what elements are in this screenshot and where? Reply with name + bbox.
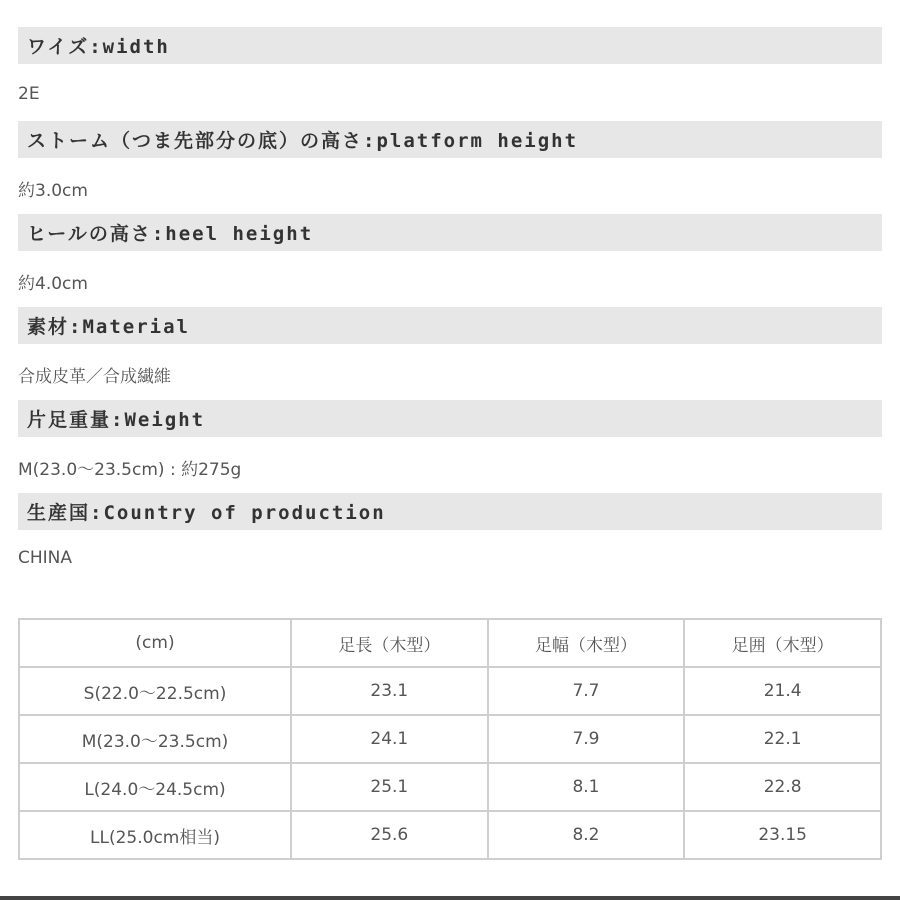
table-cell: 23.15 — [684, 811, 881, 859]
table-cell: 21.4 — [684, 667, 881, 715]
spec-platform-height-header: ストーム（つま先部分の底）の高さ:platform height — [18, 121, 882, 158]
table-cell: 7.7 — [488, 667, 685, 715]
spec-material-header: 素材:Material — [18, 307, 882, 344]
table-cell: 7.9 — [488, 715, 685, 763]
spec-platform-height-value: 約3.0cm — [18, 181, 88, 201]
table-header-cell: 足囲（木型） — [684, 619, 881, 667]
table-cell: 25.1 — [291, 763, 488, 811]
table-cell: 22.1 — [684, 715, 881, 763]
table-cell: 23.1 — [291, 667, 488, 715]
spec-width-value: 2E — [18, 84, 40, 104]
table-cell: 8.1 — [488, 763, 685, 811]
bottom-divider — [0, 896, 900, 900]
spec-heel-height-value: 約4.0cm — [18, 274, 88, 294]
spec-country-header: 生産国:Country of production — [18, 493, 882, 530]
table-row — [19, 811, 881, 859]
table-cell: M(23.0〜23.5cm) — [19, 715, 291, 763]
spec-weight-value: M(23.0〜23.5cm) : 約275g — [18, 460, 242, 480]
table-header-row — [19, 619, 881, 667]
table-cell: 25.6 — [291, 811, 488, 859]
spec-weight-header: 片足重量:Weight — [18, 400, 882, 437]
size-table — [18, 618, 882, 860]
table-cell: L(24.0〜24.5cm) — [19, 763, 291, 811]
table-cell: 8.2 — [488, 811, 685, 859]
spec-country-value: CHINA — [18, 548, 73, 568]
table-row — [19, 763, 881, 811]
table-header-cell: 足長（木型） — [291, 619, 488, 667]
table-cell: LL(25.0cm相当) — [19, 811, 291, 859]
spec-heel-height-header: ヒールの高さ:heel height — [18, 214, 882, 251]
table-cell: S(22.0〜22.5cm) — [19, 667, 291, 715]
table-cell: 24.1 — [291, 715, 488, 763]
table-row — [19, 715, 881, 763]
table-header-cell: 足幅（木型） — [488, 619, 685, 667]
table-row — [19, 667, 881, 715]
table-header-cell: (cm) — [19, 619, 291, 667]
table-cell: 22.8 — [684, 763, 881, 811]
spec-material-value: 合成皮革／合成繊維 — [18, 367, 171, 387]
spec-width-header: ワイズ:width — [18, 27, 882, 64]
